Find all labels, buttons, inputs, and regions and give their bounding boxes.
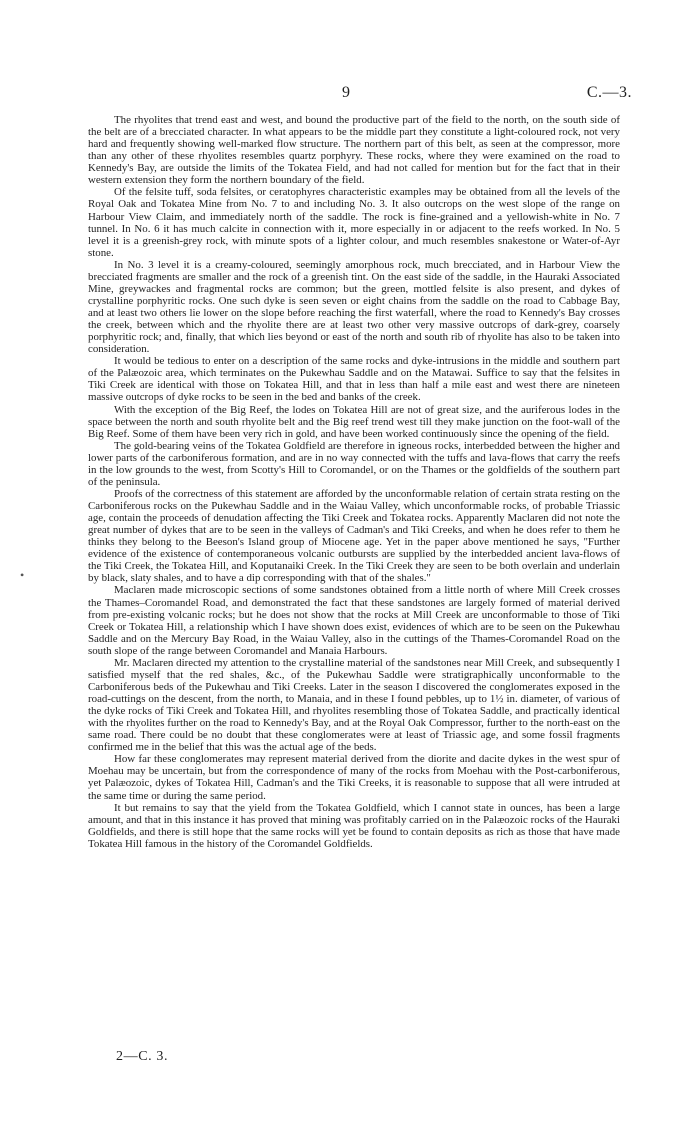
page-header (0, 84, 700, 104)
document-reference: C.—3. (586, 84, 632, 101)
paragraph: With the exception of the Big Reef, the lodes on Tokatea Hill are not of great size, and the auriferous lodes in the space between the north and south rhyolite belt and the Big reef trend west till they make junction on the foot-wall of the Big Reef. Some of them have been very rich in gold, and have been worked continuously since the opening of the field. (88, 403, 620, 440)
paragraph: Maclaren made microscopic sections of some sandstones obtained from a little north of where Mill Creek crosses the Thames–Coromandel Road, and demonstrated the fact that these sandstones are largely formed of material derived from pre-existing volcanic rocks; but he does not show that the rocks at Mill Creek are unconformable to those of Tiki Creek or Tokatea Hill, a relationship which I have shown does exist, evidences of which are to be seen on the Pukewhau Saddle and on the Mercury Bay Road, in the Waiau Valley, also in the cuttings of the Thames-Coromandel Road on the south slope of the range between Coromandel and Manaia Harbours. (88, 584, 620, 657)
paragraph: How far these conglomerates may represent material derived from the diorite and dacite dykes in the west spur of Moehau may be uncertain, but from the correspondence of many of the rocks from Moehau with the Post-carboniferous, yet Palæozoic, dykes of Tokatea Hill, Cadman's and the Tiki Creeks, it is reasonable to suppose that all were intruded at the same time or during the same period. (88, 753, 620, 802)
paragraph: Of the felsite tuff, soda felsites, or ceratophyres characteristic examples may be obtained from all the levels of the Royal Oak and Tokatea Mine from No. 7 to and including No. 3. It also outcrops on the west slope of the range on Harbour View Claim, and immediately north of the saddle. The rock is fine-grained and a yellowish-white in No. 7 tunnel. In No. 6 it has much calcite in connection with it, more especially in or adjacent to the reefs worked. In No. 5 level it is a greenish-grey rock, with minute spots of a lighter colour, and much resembles snakestone or Water-of-Ayr stone. (88, 186, 620, 259)
paragraph: It would be tedious to enter on a description of the same rocks and dyke-intrusions in the middle and southern part of the Palæozoic area, which terminates on the Pukewhau Saddle and on the Matawai. Suffice to say that the felsites in Tiki Creek are identical with those on Tokatea Hill, and that in less than half a mile east and west there are nineteen massive outcrops of dyke rocks to be seen in the bed and banks of the creek. (88, 355, 620, 404)
paragraph: Mr. Maclaren directed my attention to the crystalline material of the sandstones near Mill Creek, and subsequently I satisfied myself that the red shales, &c., of the Pukewhau Saddle were stratigraphically unconformable to the Carboniferous beds of the Pukewhau and Tiki Creeks. Later in the season I discovered the conglomerates exposed in the road-cuttings on the descent, from the north, to Manaia, and in these I found pebbles, up to 1½ in. diameter, of various of the dyke rocks of Tiki Creek and Tokatea Hill, and rhyolites resembling those of Tokatea Saddle, and practically identical with the rhyolites further on the road to Kennedy's Bay, and at the Royal Oak Compressor, further to the north-east on the same road. There could be no doubt that these conglomerates were at least of Triassic age, and some fossil fragments confirmed me in the belief that this was the actual age of the beds. (88, 656, 620, 754)
paragraph: It but remains to say that the yield from the Tokatea Goldfield, which I cannot state in ounces, has been a large amount, and that in this instance it has proved that mining was profitably carried on in the Palæozoic rocks of the Hauraki Goldfields, and there is still hope that the same rocks will yet be found to contain deposits as rich as those that have made Tokatea Hill famous in the history of the Coromandel Goldfields. (88, 801, 620, 850)
paragraph: Proofs of the correctness of this statement are afforded by the unconformable relation of certain strata resting on the Carboniferous rocks on the Pukewhau Saddle and in the Waiau Valley, which unconformable rocks, of probable Triassic age, contain the proceeds of denudation affecting the Tiki Creek and Tokatea rocks. Apparently Maclaren did not note the great number of dykes that are to be seen in the valleys of Cadman's and Tiki Creeks, and when he does refer to them he thinks they belong to the Beeson's Island group of Miocene age. Yet in the paper above mentioned he says, "Further evidence of the existence of contemporaneous volcanic outbursts are supplied by the interbedded ancient lava-flows of the Tiki Creek, the Tokatea Hill, and Koputanaiki Creek. In the Tiki Creek they are seen to be both overlain and underlain by black, slaty shales, and to have a dip corresponding with that of the shales." (88, 487, 620, 585)
page-number: 9 (342, 84, 350, 101)
margin-mark: • (20, 568, 25, 582)
paragraph: The gold-bearing veins of the Tokatea Goldfield are therefore in igneous rocks, interbedded between the higher and lower parts of the carboniferous formation, and are in no way connected with the tuffs and lava-flows that carry the reefs in the low grounds to the west, from Scotty's Hill to Coromandel, or on the Thames or the goldfields of the southern part of the peninsula. (88, 439, 620, 488)
paragraph: In No. 3 level it is a creamy-coloured, seemingly amorphous rock, much brecciated, and in Harbour View the brecciated fragments are smaller and the rock of a greenish tint. On the east side of the saddle, in the Hauraki Associated Mine, greywackes and fragmental rocks are common; but the green, mottled felsite is also present, and dykes of crystalline porphyritic rocks. One such dyke is seen seven or eight chains from the saddle on the road to Cabbage Bay, and at least two others lie lower on the slope before reaching the first waterfall, where the road to Kennedy's Bay crosses the creek, between which and the rhyolite there are at least two other very massive outcrops of dark-grey, coarsely porphyritic rock; and, finally, that which lies beyond or east of the north and south rib of rhyolite has also to be taken into consideration. (88, 258, 620, 356)
paragraph: The rhyolites that trend east and west, and bound the productive part of the field to the north, on the south side of the belt are of a brecciated character. In what appears to be the middle part they constitute a light-coloured rock, not very hard and frequently showing well-marked flow structure. The northern part of this belt, as seen at the compressor, more than any other of these rhyolites resembles quartz porphyry. These rocks, where they were examined on the road to Kennedy's Bay, are outside the limits of the Tokatea Field, and had not called for mention but for the fact that in their western extension they form the northern boundary of the field. (88, 114, 620, 187)
body-text (88, 114, 620, 850)
signature-mark: 2—C. 3. (116, 1049, 169, 1064)
